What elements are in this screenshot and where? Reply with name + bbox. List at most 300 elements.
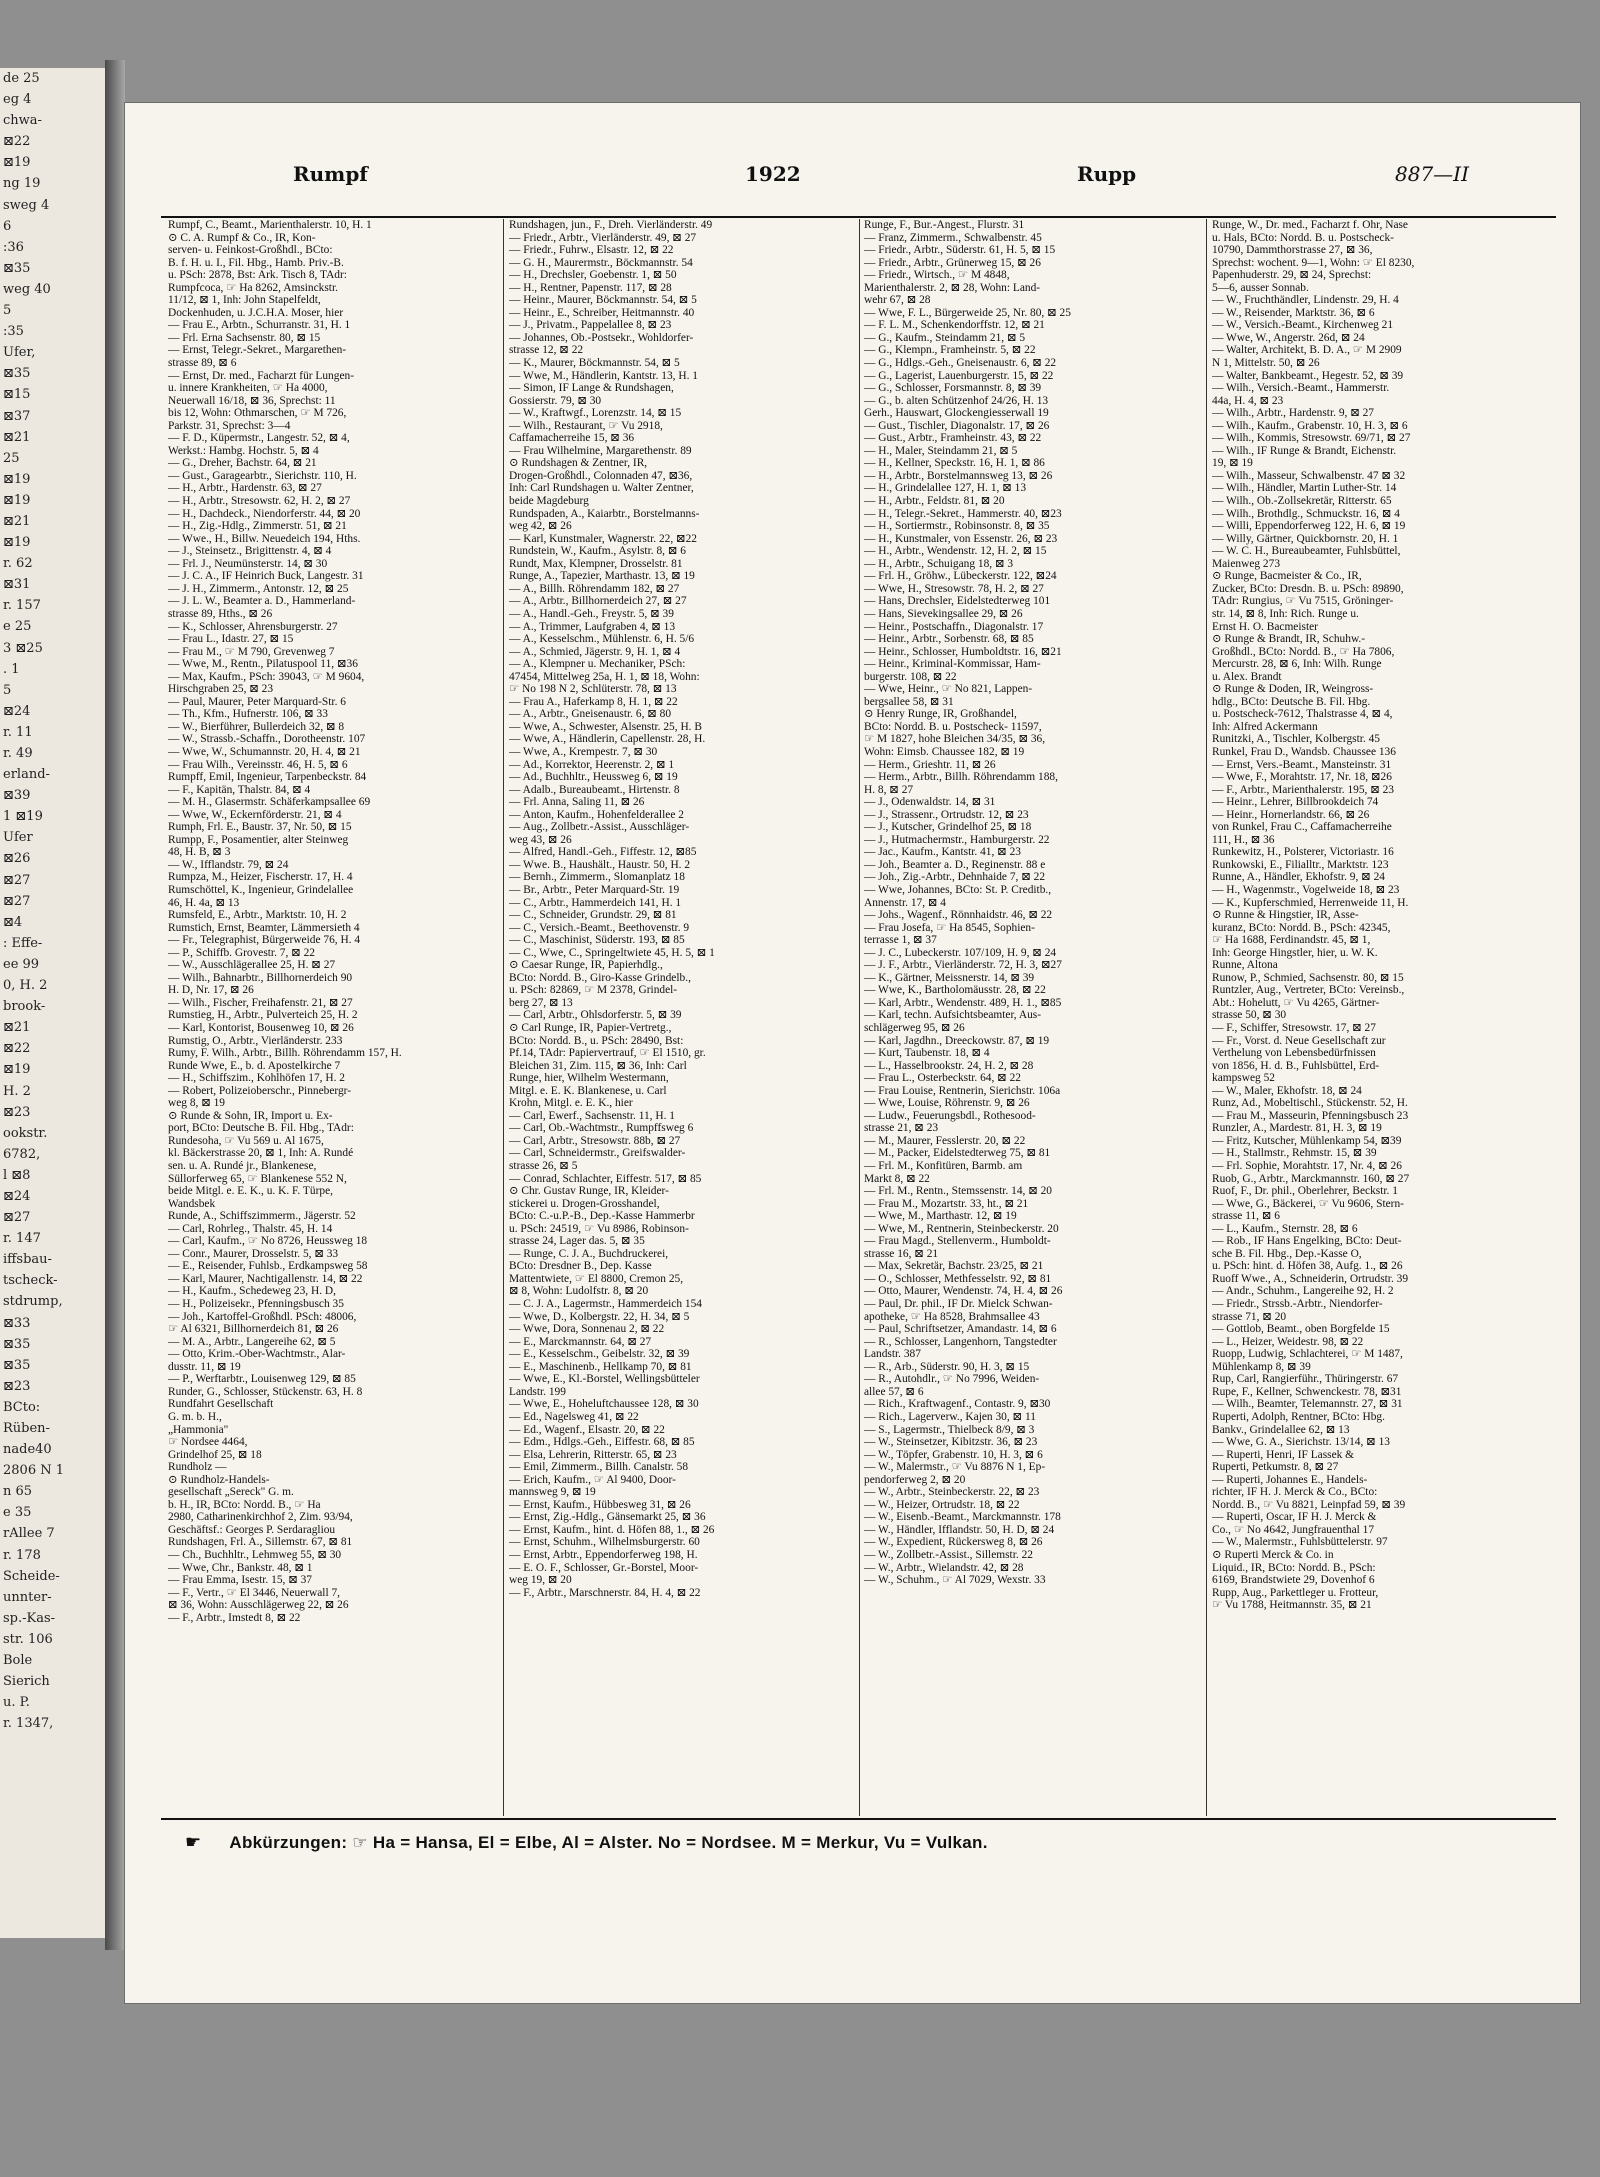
directory-entry-line: — F., Arbtr., Marschnerstr. 84, H. 4, ⊠ 22 (509, 1586, 701, 1599)
directory-entry-line: — Frl. M., Konfitüren, Barmb. am (864, 1160, 1023, 1173)
directory-entry-line: — Herm., Arbtr., Billh. Röhrendamm 188, (864, 771, 1058, 784)
directory-entry-line: port, BCto: Deutsche B. Fil. Hbg., TAdr: (168, 1122, 354, 1135)
directory-entry-line: — Andr., Schuhm., Langereihe 92, H. 2 (1212, 1285, 1394, 1298)
directory-entry-line: — Frau L., Osterbeckstr. 64, ⊠ 22 (864, 1072, 1021, 1085)
adjacent-page-line: 3 ⊠25 (3, 640, 43, 656)
directory-entry-line: — Ernst, Kaufm., hint. d. Höfen 88, 1., ⊠ 26 (509, 1523, 715, 1536)
directory-entry-line: u. PSch: 24519, ☞ Vu 8986, Robinson- (509, 1222, 689, 1235)
adjacent-page-line: 5 (3, 682, 12, 698)
directory-entry-line: Rumph, Frl. E., Baustr. 37, Nr. 50, ⊠ 15 (168, 821, 352, 834)
directory-entry-line: Gossierstr. 79, ⊠ 30 (509, 394, 602, 407)
directory-entry-line: — J. C. A., IF Heinrich Buck, Langestr. 31 (168, 570, 364, 583)
directory-entry-line: sche B. Fil. Hbg., Dep.-Kasse O, (1212, 1247, 1362, 1260)
directory-entry-line: — J., Strassenr., Ortrudstr. 12, ⊠ 23 (864, 808, 1029, 821)
directory-entry-line: Runne, A., Händler, Ekhofstr. 9, ⊠ 24 (1212, 871, 1385, 884)
adjacent-page-line: ⊠19 (3, 535, 31, 551)
adjacent-page-line: sp.-Kas- (3, 1610, 56, 1626)
directory-entry-line: — E. O. F., Schlosser, Gr.-Borstel, Moor- (509, 1561, 699, 1574)
directory-entry-line: — H., Arbtr., Stresowstr. 62, H. 2, ⊠ 27 (168, 495, 351, 508)
directory-entry-line: — Heinr., Kriminal-Kommissar, Ham- (864, 658, 1041, 671)
directory-entry-line: — G., Lagerist, Lauenburgerstr. 15, ⊠ 22 (864, 369, 1054, 382)
directory-entry-line: u. PSch: 82869, ☞ M 2378, Grindel- (509, 984, 678, 997)
directory-entry-line: — Rich., Lagerverw., Kajen 30, ⊠ 11 (864, 1410, 1036, 1423)
directory-entry-line: — Ruperti, Oscar, IF H. J. Merck & (1212, 1511, 1377, 1524)
directory-entry-line: u. PSch: 2878, Bst: Ark. Tisch 8, TAdr: (168, 269, 347, 282)
adjacent-page-line: 6782, (3, 1146, 41, 1162)
directory-entry-line: gesellschaft „Sereck" G. m. (168, 1486, 294, 1499)
directory-entry-line: 10790, Dammthorstrasse 27, ⊠ 36, (1212, 244, 1373, 257)
directory-entry-line: wehr 67, ⊠ 28 (864, 294, 931, 307)
adjacent-page-line: r. 11 (3, 724, 33, 740)
directory-entry-line: allee 57, ⊠ 6 (864, 1385, 924, 1398)
directory-entry-line: — W., Strassb.-Schaffn., Dorotheenstr. 107 (168, 733, 366, 746)
directory-entry-line: mannsweg 9, ⊠ 19 (509, 1486, 596, 1499)
directory-entry-line: Werkst.: Hambg. Hochstr. 5, ⊠ 4 (168, 444, 319, 457)
directory-entry-line: schlägerweg 95, ⊠ 26 (864, 1022, 965, 1034)
directory-entry-line: — Alfred, Handl.-Geh., Fiffestr. 12, ⊠85 (509, 846, 697, 859)
directory-entry-line: strasse 71, ⊠ 20 (1212, 1310, 1287, 1323)
adjacent-page-line: r. 157 (3, 598, 41, 614)
directory-entry-line: Rundfahrt Gesellschaft (168, 1398, 274, 1411)
directory-entry-line: — H., Maler, Steindamm 21, ⊠ 5 (864, 444, 1018, 457)
directory-entry-line: — H., Sortiermstr., Robinsonstr. 8, ⊠ 35 (864, 520, 1050, 533)
directory-entry-line: — Friedr., Fuhrw., Elsastr. 12, ⊠ 22 (509, 244, 674, 257)
directory-entry-line: — W., Reisender, Marktstr. 36, ⊠ 6 (1212, 306, 1375, 319)
directory-entry-line: — H., Arbtr., Borstelmannsweg 13, ⊠ 26 (864, 469, 1053, 482)
directory-entry-line: — Gust., Garagearbtr., Sierichstr. 110, H. (168, 469, 357, 482)
directory-entry-line: — Franz, Zimmerm., Schwalbenstr. 45 (864, 231, 1042, 244)
directory-entry-line: beide Magdeburg (509, 495, 589, 508)
directory-entry-line: ⊙ Carl Runge, IR, Papier-Vertretg., (509, 1022, 672, 1034)
directory-entry-line: — Wwe, M., Marthastr. 12, ⊠ 19 (864, 1210, 1017, 1223)
directory-entry-line: — W., Schuhm., ☞ Al 7029, Wexstr. 33 (864, 1574, 1046, 1587)
directory-entry-line: ⊙ Henry Runge, IR, Großhandel, (864, 708, 1017, 721)
directory-entry-line: — Wilh., Masseur, Schwalbenstr. 47 ⊠ 32 (1212, 469, 1406, 482)
directory-entry-line: — H., Arbtr., Wendenstr. 12, H. 2, ⊠ 15 (864, 545, 1047, 558)
directory-entry-line: Rumpf, C., Beamt., Marienthalerstr. 10, H. 1 (168, 219, 372, 231)
directory-entry-line: pendorferweg 2, ⊠ 20 (864, 1473, 966, 1486)
directory-entry-line: — C., Arbtr., Hammerdeich 141, H. 1 (509, 896, 682, 909)
directory-entry-line: — Frl. Sophie, Morahtstr. 17, Nr. 4, ⊠ 26 (1212, 1160, 1402, 1173)
adjacent-page-line: rAllee 7 (3, 1526, 55, 1542)
directory-entry-line: ⊙ Rundshagen & Zentner, IR, (509, 457, 648, 470)
adjacent-page-line: iffsbau- (3, 1252, 52, 1268)
directory-entry-line: — L., Kaufm., Sternstr. 28, ⊠ 6 (1212, 1222, 1358, 1235)
directory-entry-line: — Gottlob, Beamt., oben Borgfelde 15 (1212, 1323, 1390, 1336)
directory-entry-line: — Heinr., Schlosser, Humboldtstr. 16, ⊠21 (864, 645, 1062, 658)
directory-entry-line: — Paul, Schriftsetzer, Amandastr. 14, ⊠ 6 (864, 1323, 1057, 1336)
directory-entry-line: H. D, Nr. 17, ⊠ 26 (168, 984, 254, 997)
directory-entry-line: — C., Wwe, C., Springeltwiete 45, H. 5, ⊠ 1 (509, 946, 715, 959)
directory-entry-line: — Max, Sekretär, Bachstr. 23/25, ⊠ 21 (864, 1260, 1044, 1273)
directory-entry-line: — H., Grindelallee 127, H. 1, ⊠ 13 (864, 482, 1027, 495)
directory-entry-line: ⊙ Rundholz-Handels- (168, 1473, 270, 1486)
directory-entry-line: — Friedr., Arbtr., Grünerweg 15, ⊠ 26 (864, 256, 1041, 269)
adjacent-page-line: unnter- (3, 1589, 52, 1605)
directory-entry-line: — Wwe, Chr., Bankstr. 48, ⊠ 1 (168, 1561, 313, 1574)
directory-entry-line: — G., Kaufm., Steindamm 21, ⊠ 5 (864, 331, 1026, 344)
directory-entry-line: — Heinr., Postschaffn., Diagonalstr. 17 (864, 620, 1044, 633)
directory-entry-line: Runde, A., Schiffszimmerm., Jägerstr. 52 (168, 1210, 356, 1223)
directory-entry-line: Wohn: Eimsb. Chaussee 182, ⊠ 19 (864, 745, 1025, 758)
column-4 (1212, 219, 1570, 1816)
directory-entry-line: Papenhuderstr. 29, ⊠ 24, Sprechst: (1212, 269, 1372, 282)
directory-entry-line: — Herm., Grieshtr. 11, ⊠ 26 (864, 758, 996, 771)
directory-entry-line: — Wilh., IF Runge & Brandt, Eichenstr. (1212, 444, 1397, 457)
directory-entry-line: Rundholz — (168, 1461, 227, 1474)
directory-entry-line: — H., Zig.-Hdlg., Zimmerstr. 51, ⊠ 21 (168, 520, 347, 533)
directory-entry-line: — Paul, Maurer, Peter Marquard-Str. 6 (168, 695, 346, 708)
directory-entry-line: ⊙ Chr. Gustav Runge, IR, Kleider- (509, 1185, 669, 1198)
directory-entry-line: Ruopp, Ludwig, Schlachterei, ☞ M 1487, (1212, 1348, 1403, 1361)
adjacent-page-line: ⊠27 (3, 1210, 31, 1226)
directory-entry-line: Dockenhuden, u. J.C.H.A. Moser, hier (168, 306, 344, 319)
directory-entry-line: Rumpfcoca, ☞ Ha 8262, Amsinckstr. (168, 281, 338, 294)
directory-entry-line: — H., Kaufm., Schedeweg 23, H. D, (168, 1285, 336, 1298)
directory-entry-line: — Rich., Kraftwagenf., Contastr. 9, ⊠30 (864, 1398, 1051, 1411)
directory-entry-line: Rumy, F. Wilh., Arbtr., Billh. Röhrendamm 157, H. (168, 1047, 402, 1060)
header-right-word: Rupp (1077, 162, 1137, 186)
directory-entry-line: 111, H., ⊠ 36 (1212, 833, 1275, 846)
directory-entry-line: — H., Arbtr., Schuigang 18, ⊠ 3 (864, 557, 1014, 570)
directory-entry-line: G. m. b. H., (168, 1410, 222, 1423)
directory-entry-line: — J. F., Arbtr., Vierländerstr. 72, H. 3, ⊠27 (864, 959, 1062, 972)
directory-entry-line: — Wilh., Fischer, Freihafenstr. 21, ⊠ 27 (168, 996, 353, 1009)
directory-page (125, 103, 1580, 2003)
directory-entry-line: — Fr., Vorst. d. Neue Gesellschaft zur (1212, 1034, 1386, 1047)
directory-entry-line: — R., Autohdlr., ☞ No 7996, Weiden- (864, 1373, 1040, 1386)
directory-entry-line: — H., Arbtr., Feldstr. 81, ⊠ 20 (864, 495, 1005, 508)
directory-entry-line: Mercurstr. 28, ⊠ 6, Inh: Wilh. Runge (1212, 658, 1382, 671)
directory-entry-line: ⊙ Ruperti Merck & Co. in (1212, 1548, 1334, 1561)
directory-entry-line: — J. C., Lubeckerstr. 107/109, H. 9, ⊠ 24 (864, 946, 1057, 959)
directory-entry-line: — Carl, Kaufm., ☞ No 8726, Heussweg 18 (168, 1235, 368, 1248)
directory-entry-line: Rumpff, Emil, Ingenieur, Tarpenbeckstr. 84 (168, 771, 367, 784)
directory-entry-line: — L., Heizer, Weidestr. 98, ⊠ 22 (1212, 1335, 1364, 1348)
directory-entry-line: — M. A., Arbtr., Langereihe 62, ⊠ 5 (168, 1335, 336, 1348)
page-header (125, 162, 1580, 192)
directory-entry-line: — J., Steinsetz., Brigittenstr. 4, ⊠ 4 (168, 545, 332, 558)
adjacent-page-strip (0, 68, 105, 1938)
directory-entry-line: — W., Eisenb.-Beamt., Marckmannstr. 178 (864, 1511, 1061, 1524)
adjacent-page-line: ⊠19 (3, 1062, 31, 1078)
directory-entry-line: Ruof, F., Dr. phil., Oberlehrer, Beckstr. 1 (1212, 1185, 1398, 1198)
adjacent-page-line: H. 2 (3, 1083, 31, 1099)
directory-entry-line: — J., Kutscher, Grindelhof 25, ⊠ 18 (864, 821, 1032, 834)
directory-entry-line: — W., Ifflandstr. 79, ⊠ 24 (168, 858, 289, 871)
directory-entry-line: Rumstich, Ernst, Beamter, Lämmersieth 4 (168, 921, 360, 934)
adjacent-page-line: ⊠19 (3, 155, 31, 171)
directory-entry-line: Rumschöttel, K., Ingenieur, Grindelallee (168, 883, 354, 896)
directory-entry-line: — Ernst, Schuhm., Wilhelmsburgerstr. 60 (509, 1536, 700, 1549)
directory-entry-line: — W., Bierführer, Bullerdeich 32, ⊠ 8 (168, 720, 345, 733)
directory-entry-line: Parkstr. 31, Sprechst: 3—4 (168, 419, 291, 432)
directory-entry-line: 46, H. 4a, ⊠ 13 (168, 896, 240, 909)
directory-entry-line: — A., Trimmer, Laufgraben 4, ⊠ 13 (509, 620, 676, 633)
directory-entry-line: strasse 24, Lager das. 5, ⊠ 35 (509, 1235, 645, 1248)
directory-entry-line: — Wwe, W., Schumannstr. 20, H. 4, ⊠ 21 (168, 745, 361, 758)
directory-entry-line: — Ernst, Arbtr., Eppendorferweg 198, H. (509, 1548, 698, 1561)
directory-entry-line: — Ernst, Kaufm., Hübbesweg 31, ⊠ 26 (509, 1498, 691, 1511)
directory-entry-line: — Jac., Kaufm., Kantstr. 41, ⊠ 23 (864, 846, 1021, 859)
directory-entry-line: — M., Packer, Eidelstedterweg 75, ⊠ 81 (864, 1147, 1051, 1160)
directory-entry-line: — Bernh., Zimmerm., Slomanplatz 18 (509, 871, 685, 884)
directory-entry-line: — Rob., IF Hans Engelking, BCto: Deut- (1212, 1235, 1402, 1248)
directory-entry-line: 47454, Mittelweg 25a, H. 1, ⊠ 18, Wohn: (509, 670, 700, 683)
directory-entry-line: ⊙ Runge, Bacmeister & Co., IR, (1212, 570, 1362, 583)
directory-entry-line: Runde Wwe, E., b. d. Apostelkirche 7 (168, 1059, 341, 1072)
directory-entry-line: — Friedr., Strssb.-Arbtr., Niendorfer- (1212, 1298, 1383, 1311)
directory-entry-line: — Ludw., Feuerungsbdl., Rothesood- (864, 1109, 1036, 1122)
adjacent-page-line: Rüben- (3, 1421, 50, 1436)
directory-entry-line: — Ernst, Dr. med., Facharzt für Lungen- (168, 369, 354, 382)
directory-entry-line: — Frl. M., Rentn., Stemssenstr. 14, ⊠ 20 (864, 1185, 1053, 1198)
header-year: 1922 (745, 162, 801, 186)
directory-entry-line: Rundspaden, A., Kaiarbtr., Borstelmanns- (509, 507, 700, 520)
directory-entry-line: — Wilh., Händler, Martin Luther-Str. 14 (1212, 482, 1397, 495)
directory-entry-line: ☞ Al 6321, Billhornerdeich 81, ⊠ 26 (168, 1323, 339, 1336)
directory-entry-line: — W., Steinsetzer, Kibitzstr. 36, ⊠ 23 (864, 1436, 1038, 1449)
adjacent-page-line: ⊠24 (3, 703, 31, 719)
directory-entry-line: ⊙ Runne & Hingstier, IR, Asse- (1212, 909, 1359, 922)
directory-entry-line: — Wwe, E., Kl.-Borstel, Wellingsbütteler (509, 1373, 700, 1386)
adjacent-page-line: ⊠31 (3, 577, 31, 593)
directory-entry-line: — G., Klempn., Framheinstr. 5, ⊠ 22 (864, 344, 1036, 357)
directory-entry-line: — Friedr., Arbtr., Süderstr. 61, H. 5, ⊠ 15 (864, 244, 1056, 257)
directory-entry-line: Pf.14, TAdr: Papiervertrauf, ☞ El 1510, gr. (509, 1047, 706, 1060)
directory-entry-line: — Joh., Kartoffel-Großhdl. PSch: 48006, (168, 1310, 357, 1323)
directory-entry-line: Inh: George Hingstler, hier, u. W. K. (1212, 946, 1378, 959)
adjacent-page-line: de 25 (3, 71, 40, 86)
directory-entry-line: BCto: Nordd. B., u. PSch: 28490, Bst: (509, 1034, 684, 1047)
adjacent-page-line: ⊠35 (3, 1357, 31, 1373)
directory-entry-line: 2980, Catharinenkirchhof 2, Zim. 93/94, (168, 1511, 353, 1524)
directory-entry-line: sen. u. A. Rundé jr., Blankenese, (168, 1160, 317, 1173)
directory-entry-line: Runder, G., Schlosser, Stückenstr. 63, H. 8 (168, 1385, 363, 1398)
directory-entry-line: — K., Schlosser, Ahrensburgerstr. 27 (168, 620, 338, 633)
adjacent-page-line: u. P. (3, 1695, 30, 1711)
directory-entry-line: Runge, hier, Wilhelm Westermann, (509, 1072, 669, 1085)
directory-entry-line: dusstr. 11, ⊠ 19 (168, 1360, 241, 1373)
directory-entry-line: — W., Malermstr., Fuhlsbüttelerstr. 97 (1212, 1536, 1388, 1549)
directory-entry-line: Hirschgraben 25, ⊠ 23 (168, 683, 274, 696)
directory-entry-line: — Friedr., Wirtsch., ☞ M 4848, (864, 269, 1010, 282)
directory-entry-line: — Wwe, Dora, Sonnenau 2, ⊠ 22 (509, 1323, 665, 1336)
directory-entry-line: — F., Arbtr., Marienthalerstr. 195, ⊠ 23 (1212, 783, 1395, 796)
adjacent-page-line: ee 99 (3, 956, 40, 972)
directory-entry-line: u. innere Krankheiten, ☞ Ha 4000, (168, 382, 328, 395)
directory-entry-line: — H., Arbtr., Hardenstr. 63, ⊠ 27 (168, 482, 322, 495)
directory-entry-line: — Carl, Ob.-Wachtmstr., Rumpffsweg 6 (509, 1122, 694, 1135)
directory-entry-line: — Ed., Wagenf., Elsastr. 20, ⊠ 22 (509, 1423, 665, 1436)
directory-entry-line: von 1856, H. d. B., Fuhlsbüttel, Erd- (1212, 1059, 1380, 1072)
directory-entry-line: — Willy, Gärtner, Quickbornstr. 20, H. 1 (1212, 532, 1399, 545)
directory-entry-line: Ruob, G., Arbtr., Marckmannstr. 160, ⊠ 27 (1212, 1172, 1410, 1185)
directory-entry-line: weg 43, ⊠ 26 (509, 833, 572, 846)
directory-entry-line: Bankv., Grindelallee 62, ⊠ 13 (1212, 1423, 1350, 1436)
directory-entry-line: Rundt, Max, Klempner, Drosselstr. 81 (509, 557, 683, 570)
adjacent-page-line: ng 19 (3, 176, 41, 192)
directory-entry-line: — Frau Magd., Stellenverm., Humboldt- (864, 1235, 1051, 1248)
directory-entry-line: Marienthalerstr. 2, ⊠ 28, Wohn: Land- (864, 281, 1041, 294)
column-divider (859, 219, 860, 1816)
directory-entry-line: Mühlenkamp 8, ⊠ 39 (1212, 1360, 1311, 1373)
directory-entry-line: — Hans, Sievekingsallee 29, ⊠ 26 (864, 607, 1023, 620)
adjacent-page-line: ⊠33 (3, 1315, 31, 1331)
adjacent-page-line: Ufer (3, 830, 33, 846)
directory-entry-line: Rupp, Aug., Parkettleger u. Frotteur, (1212, 1586, 1379, 1599)
directory-entry-line: Runkewitz, H., Polsterer, Victoriastr. 16 (1212, 846, 1394, 859)
directory-entry-line: — F., Arbtr., Imstedt 8, ⊠ 22 (168, 1611, 301, 1624)
column-divider (503, 219, 504, 1816)
directory-entry-line: Gerh., Hauswart, Glockengiesserwall 19 (864, 407, 1049, 420)
adjacent-page-line: ⊠37 (3, 408, 31, 424)
directory-entry-line: ☞ No 198 N 2, Schlüterstr. 78, ⊠ 13 (509, 683, 677, 696)
directory-entry-line: weg 8, ⊠ 19 (168, 1097, 225, 1110)
directory-entry-line: — Ad., Buchhltr., Heussweg 6, ⊠ 19 (509, 771, 678, 784)
adjacent-page-line: :36 (3, 239, 24, 255)
directory-entry-line: — H., Wagenmstr., Vogelweide 18, ⊠ 23 (1212, 883, 1400, 896)
directory-entry-line: Abt.: Hohelutt, ☞ Vu 4265, Gärtner- (1212, 996, 1380, 1009)
directory-entry-line: — Wilh., Kaufm., Grabenstr. 10, H. 3, ⊠ 6 (1212, 419, 1408, 432)
adjacent-page-line: r. 147 (3, 1231, 41, 1247)
directory-entry-line: — Carl, Ewerf., Sachsenstr. 11, H. 1 (509, 1109, 675, 1122)
directory-entry-line: Rundshagen, Frl. A., Sillemstr. 67, ⊠ 81 (168, 1536, 353, 1549)
directory-entry-line: — W., Kraftwgf., Lorenzstr. 14, ⊠ 15 (509, 407, 682, 420)
directory-entry-line: strasse 26, ⊠ 5 (509, 1160, 578, 1173)
adjacent-page-line: tscheck- (3, 1273, 58, 1289)
adjacent-page-line: 2806 N 1 (3, 1463, 64, 1479)
directory-entry-line: — Fr., Telegraphist, Bürgerweide 76, H. 4 (168, 934, 361, 947)
directory-entry-line: ☞ Nordsee 4464, (168, 1436, 248, 1449)
adjacent-page-line: ⊠35 (3, 260, 31, 276)
adjacent-page-line: ⊠24 (3, 1188, 31, 1204)
directory-entry-line: — Ad., Korrektor, Heerenstr. 2, ⊠ 1 (509, 758, 675, 771)
directory-entry-line: — H., Telegr.-Sekret., Hammerstr. 40, ⊠23 (864, 507, 1062, 520)
directory-entry-line: — Wwe, Louise, Röhrenstr. 9, ⊠ 26 (864, 1097, 1030, 1110)
directory-entry-line: — Wwe, M., Rentn., Pilatuspool 11, ⊠36 (168, 658, 358, 671)
directory-entry-line: — K., Kupferschmied, Herrenweide 11, H. (1212, 896, 1409, 909)
directory-entry-line: strasse 11, ⊠ 6 (1212, 1210, 1280, 1223)
directory-entry-line: — Conr., Maurer, Drosselstr. 5, ⊠ 33 (168, 1247, 339, 1260)
directory-entry-line: — Wilh., Bahnarbtr., Billhornerdeich 90 (168, 971, 353, 984)
directory-entry-line: 48, H. B, ⊠ 3 (168, 846, 231, 859)
directory-entry-line: — C., Versich.-Beamt., Beethovenstr. 9 (509, 921, 690, 934)
directory-entry-line: — Frau Emma, Isestr. 15, ⊠ 37 (168, 1574, 313, 1587)
directory-entry-line: ☞ M 1827, hohe Bleichen 34/35, ⊠ 36, (864, 733, 1046, 746)
directory-entry-line: — Joh., Zig.-Arbtr., Dehnhaide 7, ⊠ 22 (864, 871, 1046, 884)
directory-entry-line: — W., Arbtr., Steinbeckerstr. 22, ⊠ 23 (864, 1486, 1040, 1499)
directory-entry-line: — G. H., Maurermstr., Böckmannstr. 54 (509, 256, 693, 269)
directory-entry-line: — E., Marckmannstr. 64, ⊠ 27 (509, 1335, 652, 1348)
directory-entry-line: — Frau Josefa, ☞ Ha 8545, Sophien- (864, 921, 1035, 934)
directory-entry-line: Rumpp, F., Posamentier, alter Steinweg (168, 833, 349, 846)
directory-entry-line: terrasse 1, ⊠ 37 (864, 934, 937, 947)
directory-entry-line: u. PSch: hint. d. Höfen 38, Aufg. 1., ⊠ 26 (1212, 1260, 1403, 1273)
directory-entry-line: — Wwe, W., Angerstr. 26d, ⊠ 24 (1212, 331, 1365, 344)
directory-entry-line: — Wilh., Arbtr., Hardenstr. 9, ⊠ 27 (1212, 407, 1375, 420)
directory-entry-line: — Max, Kaufm., PSch: 39043, ☞ M 9604, (168, 670, 365, 683)
adjacent-page-line: n 65 (3, 1484, 33, 1500)
directory-entry-line: 19, ⊠ 19 (1212, 457, 1253, 470)
directory-entry-line: — Heinr., Arbtr., Sorbenstr. 68, ⊠ 85 (864, 633, 1034, 646)
column-1 (168, 219, 499, 1816)
directory-entry-line: — Frl. Anna, Saling 11, ⊠ 26 (509, 796, 645, 809)
directory-entry-line: — Wwe, W., Eckernförderstr. 21, ⊠ 4 (168, 808, 342, 821)
directory-entry-line: — Wwe, G., Bäckerei, ☞ Vu 9606, Stern- (1212, 1197, 1404, 1210)
directory-entry-line: — Frau Wilhelmine, Margarethenstr. 89 (509, 444, 692, 457)
directory-entry-line: — Elsa, Lehrerin, Ritterstr. 65, ⊠ 23 (509, 1448, 677, 1461)
directory-entry-line: Markt 8, ⊠ 22 (864, 1172, 930, 1185)
directory-entry-line: apotheke, ☞ Ha 8528, Brahmsallee 43 (864, 1310, 1040, 1323)
directory-entry-line: — Otto, Maurer, Wendenstr. 74, H. 4, ⊠ 26 (864, 1285, 1063, 1298)
directory-entry-line: Landstr. 387 (864, 1348, 921, 1361)
directory-entry-line: — E., Kesselschm., Geibelstr. 32, ⊠ 39 (509, 1348, 690, 1361)
directory-entry-line: — H., Dachdeck., Niendorferstr. 44, ⊠ 20 (168, 507, 361, 520)
footer-rule (161, 1818, 1556, 1820)
directory-entry-line: — Wwe, A., Krempestr. 7, ⊠ 30 (509, 745, 658, 758)
directory-entry-line: kuranz, BCto: Nordd. B., PSch: 42345, (1212, 921, 1391, 934)
directory-entry-line: — H., Stallmstr., Rehmstr. 15, ⊠ 39 (1212, 1147, 1377, 1160)
directory-entry-line: Runge, F., Bur.-Angest., Flurstr. 31 (864, 219, 1025, 231)
directory-entry-line: — Karl, Jagdhn., Dreeckowstr. 87, ⊠ 19 (864, 1034, 1050, 1047)
adjacent-page-line: chwa- (3, 113, 42, 129)
directory-entry-line: Ruoff Wwe., A., Schneiderin, Ortrudstr. 39 (1212, 1272, 1409, 1285)
directory-entry-line: — Emil, Zimmerm., Billh. Canalstr. 58 (509, 1461, 689, 1474)
directory-entry-line: — Wwe, E., Hoheluftchaussee 128, ⊠ 30 (509, 1398, 699, 1411)
directory-entry-line: — Wwe, M., Händlerin, Kantstr. 13, H. 1 (509, 369, 698, 382)
directory-entry-line: Runow, P., Schmied, Sachsenstr. 80, ⊠ 15 (1212, 971, 1404, 984)
directory-entry-line: — Carl, Arbtr., Ohlsdorferstr. 5, ⊠ 39 (509, 1009, 682, 1022)
directory-entry-line: TAdr: Rungius, ☞ Vu 7515, Gröninger- (1212, 595, 1394, 608)
directory-entry-line: — Simon, IF Lange & Rundshagen, (509, 382, 674, 395)
directory-entry-line: burgerstr. 108, ⊠ 22 (864, 670, 957, 683)
directory-entry-line: Maienweg 273 (1212, 557, 1281, 570)
adjacent-page-line: str. 106 (3, 1631, 53, 1647)
adjacent-page-line: ⊠21 (3, 429, 31, 445)
directory-entry-line: — W., Versich.-Beamt., Kirchenweg 21 (1212, 319, 1394, 332)
directory-entry-line: bis 12, Wohn: Othmarschen, ☞ M 726, (168, 407, 347, 420)
page-number: 887—II (1395, 162, 1469, 186)
directory-entry-line: Ruperti, Adolph, Rentner, BCto: Hbg. (1212, 1410, 1385, 1423)
directory-entry-line: — A., Schmied, Jägerstr. 9, H. 1, ⊠ 4 (509, 645, 681, 658)
directory-entry-line: — R., Schlosser, Langenhorn, Tangstedter (864, 1335, 1057, 1348)
directory-entry-line: Rumstieg, H., Arbtr., Pulverteich 25, H. 2 (168, 1009, 358, 1022)
adjacent-page-line: sweg 4 (3, 197, 50, 213)
directory-entry-line: Inh: Alfred Ackermann (1212, 720, 1318, 733)
adjacent-page-line: ⊠22 (3, 134, 31, 150)
directory-entry-line: strasse 21, ⊠ 23 (864, 1122, 939, 1135)
directory-entry-line: — F., Kapitän, Thalstr. 84, ⊠ 4 (168, 783, 311, 796)
directory-entry-line: Co., ☞ No 4642, Jungfrauenthal 17 (1212, 1523, 1375, 1536)
directory-entry-line: „Hammonia" (168, 1423, 229, 1436)
directory-entry-line: N 1, Mittelstr. 50, ⊠ 26 (1212, 357, 1320, 370)
directory-entry-line: — Th., Kfm., Hufnerstr. 106, ⊠ 33 (168, 708, 328, 721)
directory-entry-line: — M., Maurer, Fesslerstr. 20, ⊠ 22 (864, 1134, 1026, 1147)
directory-entry-line: — J., Hutmachermstr., Hamburgerstr. 22 (864, 833, 1050, 846)
directory-entry-line: — Wilh., Ob.-Zollsekretär, Ritterstr. 65 (1212, 495, 1392, 508)
directory-entry-line: — Johs., Wagenf., Rönnhaidstr. 46, ⊠ 22 (864, 909, 1053, 922)
directory-entry-line: BCto: Nordd. B. u. Postscheck- 11597, (864, 720, 1042, 733)
directory-entry-line: u. Postscheck-7612, Thalstrasse 4, ⊠ 4, (1212, 708, 1393, 721)
directory-entry-line: — Wwe. B., Haushält., Haustr. 50, H. 2 (509, 858, 691, 871)
adjacent-page-line: ⊠23 (3, 1104, 31, 1120)
directory-entry-line: — J., Odenwaldstr. 14, ⊠ 31 (864, 796, 996, 809)
directory-entry-line: — J. H., Zimmerm., Antonstr. 12, ⊠ 25 (168, 582, 349, 595)
directory-entry-line: — Ernst, Vers.-Beamt., Mansteinstr. 31 (1212, 758, 1392, 771)
directory-entry-line: von Runkel, Frau C., Caffamacherreihe (1212, 821, 1392, 834)
adjacent-page-line: 6 (3, 218, 12, 234)
